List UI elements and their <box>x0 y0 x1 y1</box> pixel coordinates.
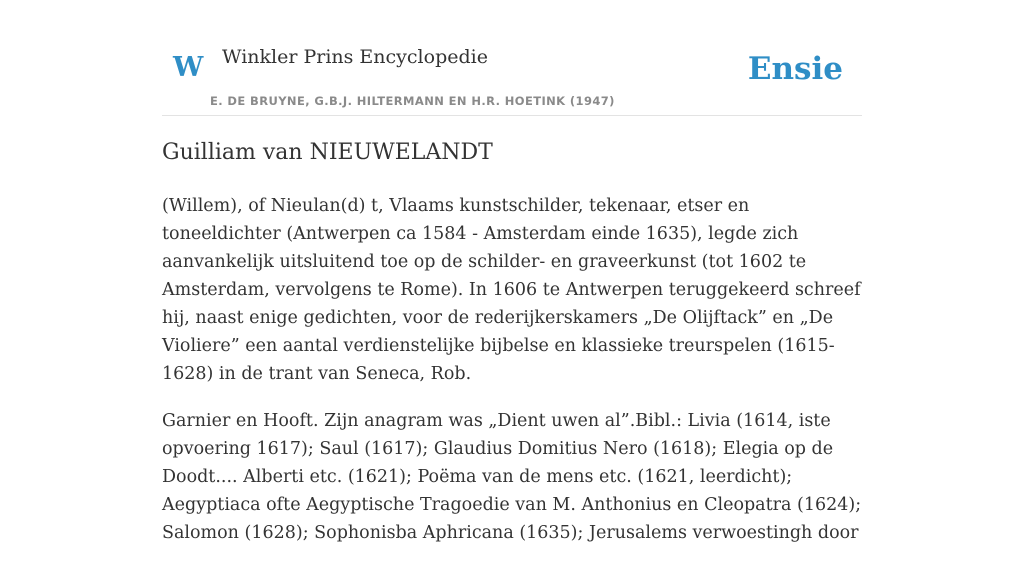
source-authors: E. DE BRUYNE, G.B.J. HILTERMANN EN H.R. HOETINK (1947) <box>210 94 615 108</box>
article-paragraph: Garnier en Hooft. Zijn anagram was „Dient uwen al”.Bibl.: Livia (1614, iste opvoering 1617); Saul (1617); Glaudius Domitius Nero (1618); Elegia op de Doodt.... Alberti etc. (1621); Poëma van de mens etc. (1621, leerdicht); Aegyptiaca ofte Aegyptische Tragoedie van M. Anthonius en Cleopatra (1624); Salomon (1628); Sophonisba Aphricana (1635); Jerusalems verwoestingh door <box>162 411 862 543</box>
article-title: Guilliam van NIEUWELANDT <box>162 140 493 165</box>
ensie-logo[interactable]: Ensie <box>747 51 843 87</box>
article-paragraph: (Willem), of Nieulan(d) t, Vlaams kunstschilder, tekenaar, etser en toneeldichter (Antwerpen ca 1584 - Amsterdam einde 1635), legde zich aanvankelijk uitsluitend toe op de schilder- en graveerkunst (tot 1602 te Amsterdam, vervolgens te Rome). In 1606 te Antwerpen teruggekeerd schreef hij, naast enige gedichten, voor de rederijkerskamers „De Olijftack” en „De Violiere” een aantal verdienstelijke bijbelse en klassieke treurspelen (1615-1628) in de trant van Seneca, Rob. <box>162 196 861 384</box>
source-title[interactable]: Winkler Prins Encyclopedie <box>222 46 488 68</box>
source-logo[interactable]: W <box>173 52 204 83</box>
article-body <box>162 192 862 566</box>
source-header <box>162 40 862 116</box>
